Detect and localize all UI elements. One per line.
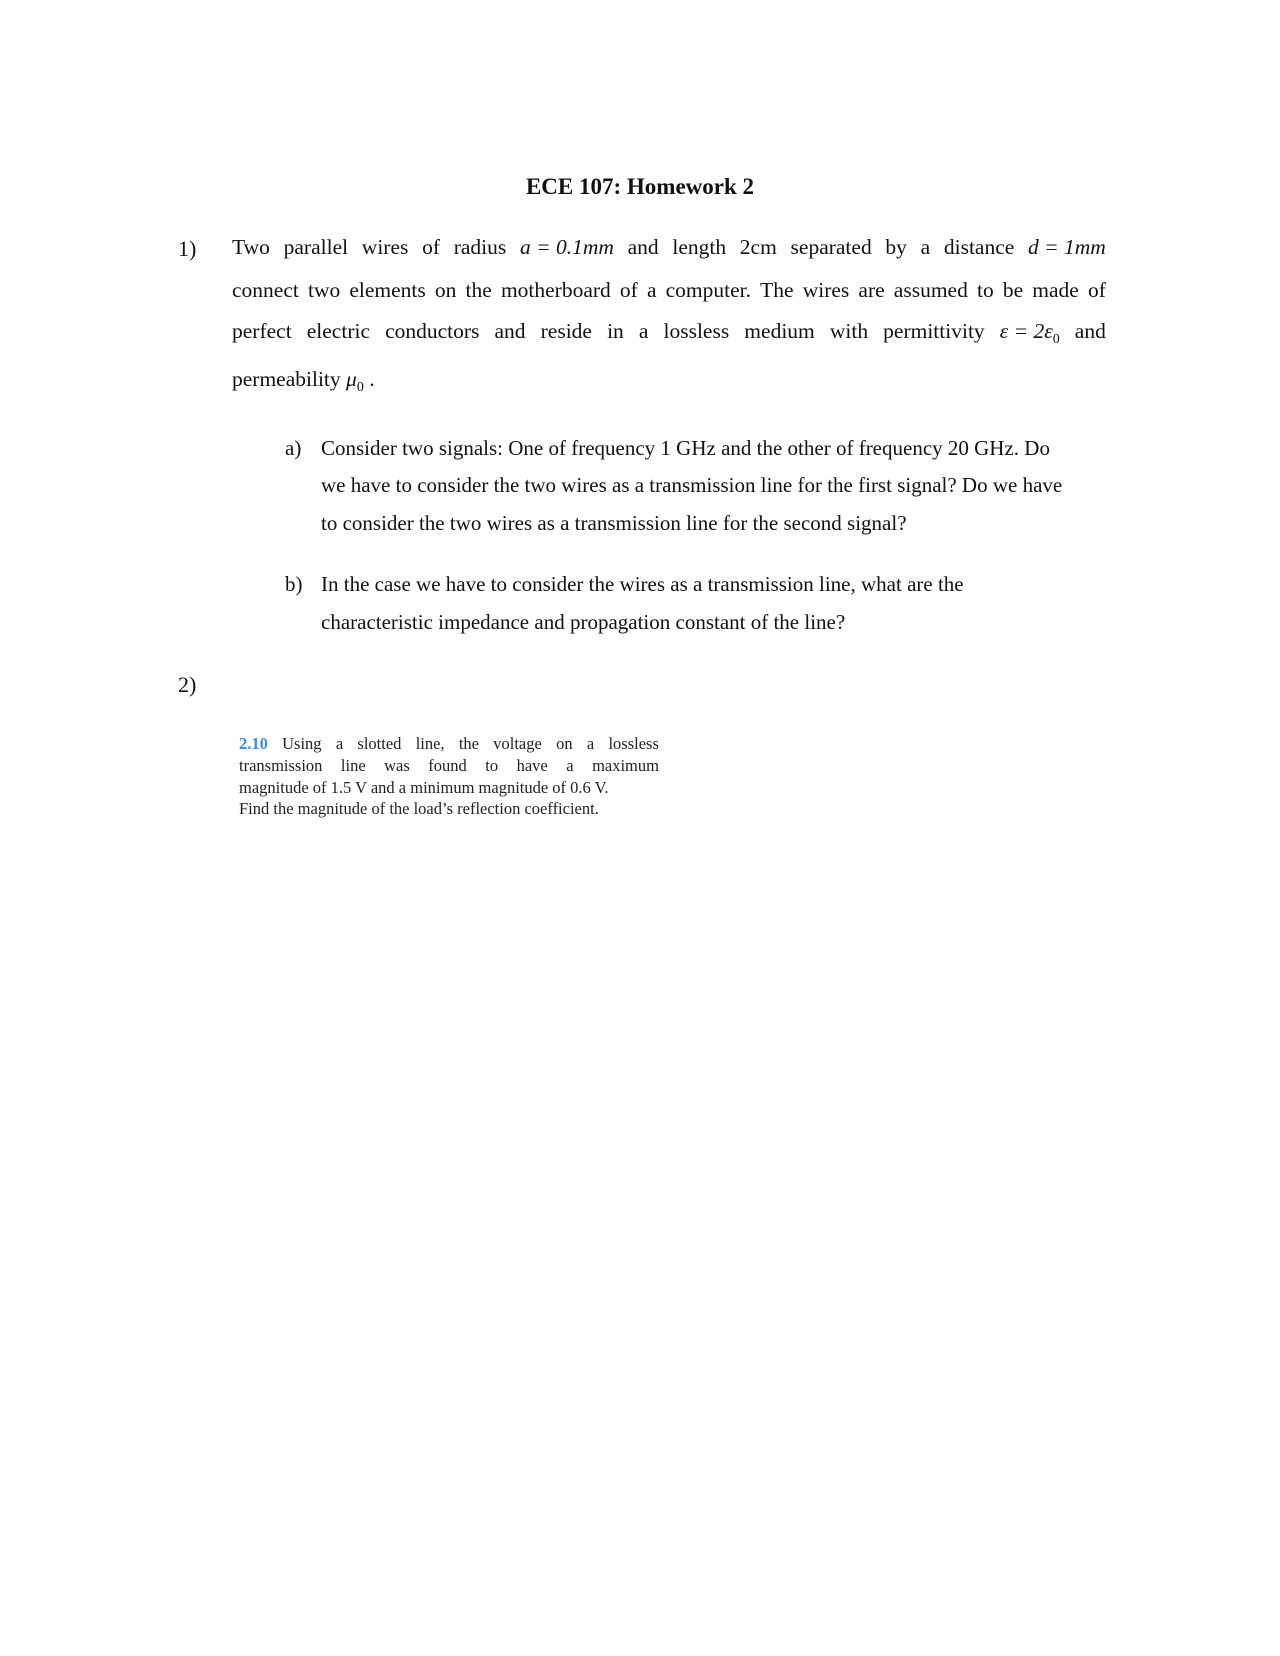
q1-line-1 — [232, 235, 1106, 260]
word: assumed — [893, 278, 968, 302]
word: medium — [744, 319, 815, 343]
word: length — [672, 235, 727, 259]
word: slotted — [357, 734, 402, 753]
word: Using — [282, 734, 322, 753]
word: conductors — [385, 319, 480, 343]
question-1-number: 1) — [178, 236, 197, 261]
word: a — [646, 278, 657, 302]
problem-number: 2.10 — [239, 734, 268, 753]
word: be — [1002, 278, 1024, 302]
word: a = 0.1mm — [519, 235, 614, 259]
word: a — [920, 235, 931, 259]
word: radius — [453, 235, 507, 259]
word: with — [829, 319, 869, 343]
word: and — [1074, 319, 1106, 343]
word: 2cm — [739, 235, 777, 259]
mu-subscript: 0 — [356, 380, 364, 395]
part-b-line-1: In the case we have to consider the wires as a transmission line, what are the — [321, 572, 964, 596]
word: made — [1032, 278, 1079, 302]
word: on — [556, 734, 573, 753]
part-a-label: a) — [285, 436, 302, 460]
word: transmission — [239, 756, 323, 775]
q1-line-4-text: permeability — [232, 367, 341, 391]
page-title: ECE 107: Homework 2 — [525, 174, 755, 199]
word: the — [458, 734, 479, 753]
word: computer. — [665, 278, 752, 302]
excerpt-line-2 — [239, 756, 659, 776]
epsilon-expression — [1000, 319, 1060, 348]
word: perfect — [232, 319, 292, 343]
word: and — [494, 319, 526, 343]
word: two — [307, 278, 341, 302]
word: wires — [361, 235, 409, 259]
word: line, — [415, 734, 445, 753]
q1-line-2 — [232, 278, 1106, 303]
word: a — [586, 734, 595, 753]
word: permittivity — [883, 319, 985, 343]
excerpt-line-3: magnitude of 1.5 V and a minimum magnitude of 0.6 V. — [239, 778, 609, 797]
word: distance — [943, 235, 1015, 259]
excerpt-line-1 — [239, 734, 659, 754]
word: a — [638, 319, 649, 343]
word: lossless — [663, 319, 730, 343]
epsilon-subscript: 0 — [1052, 332, 1060, 347]
word: separated — [790, 235, 872, 259]
word: parallel — [283, 235, 349, 259]
q1-line-4 — [232, 367, 375, 396]
epsilon-symbol: ε = 2ε — [999, 319, 1053, 343]
q1-line-3 — [232, 319, 1106, 348]
word: found — [428, 756, 467, 775]
word: wires — [802, 278, 850, 302]
word: connect — [232, 278, 299, 302]
word: of — [619, 278, 638, 302]
word: maximum — [592, 756, 659, 775]
word: The — [760, 278, 794, 302]
word: line — [340, 756, 366, 775]
word: the — [465, 278, 492, 302]
question-2-number: 2) — [178, 672, 197, 697]
word: reside — [540, 319, 592, 343]
part-a-line-2: we have to consider the two wires as a transmission line for the first signal? Do we have — [321, 473, 1063, 497]
q1-line-4-end: . — [369, 367, 375, 391]
word: to — [485, 756, 499, 775]
word: a — [335, 734, 344, 753]
word: of — [1087, 278, 1106, 302]
part-a-line-3: to consider the two wires as a transmission line for the second signal? — [321, 511, 907, 535]
word: Two — [232, 235, 270, 259]
excerpt-line-4: Find the magnitude of the load’s reflection coefficient. — [239, 799, 599, 818]
word: was — [384, 756, 410, 775]
word: lossless — [608, 734, 659, 753]
word: motherboard — [500, 278, 611, 302]
word: voltage — [493, 734, 542, 753]
word: elements — [349, 278, 426, 302]
word: to — [976, 278, 994, 302]
word: on — [434, 278, 457, 302]
word: of — [422, 235, 440, 259]
word: and — [627, 235, 659, 259]
word: are — [858, 278, 885, 302]
word: d = 1mm — [1028, 235, 1106, 259]
word: by — [885, 235, 907, 259]
word: a — [566, 756, 574, 775]
part-b-label: b) — [285, 572, 303, 596]
word: have — [516, 756, 548, 775]
mu-symbol: μ — [346, 367, 357, 391]
word: in — [607, 319, 624, 343]
word: electric — [306, 319, 371, 343]
part-a-line-1: Consider two signals: One of frequency 1 GHz and the other of frequency 20 GHz. Do — [321, 436, 1050, 460]
part-b-line-2: characteristic impedance and propagation constant of the line? — [321, 610, 846, 634]
